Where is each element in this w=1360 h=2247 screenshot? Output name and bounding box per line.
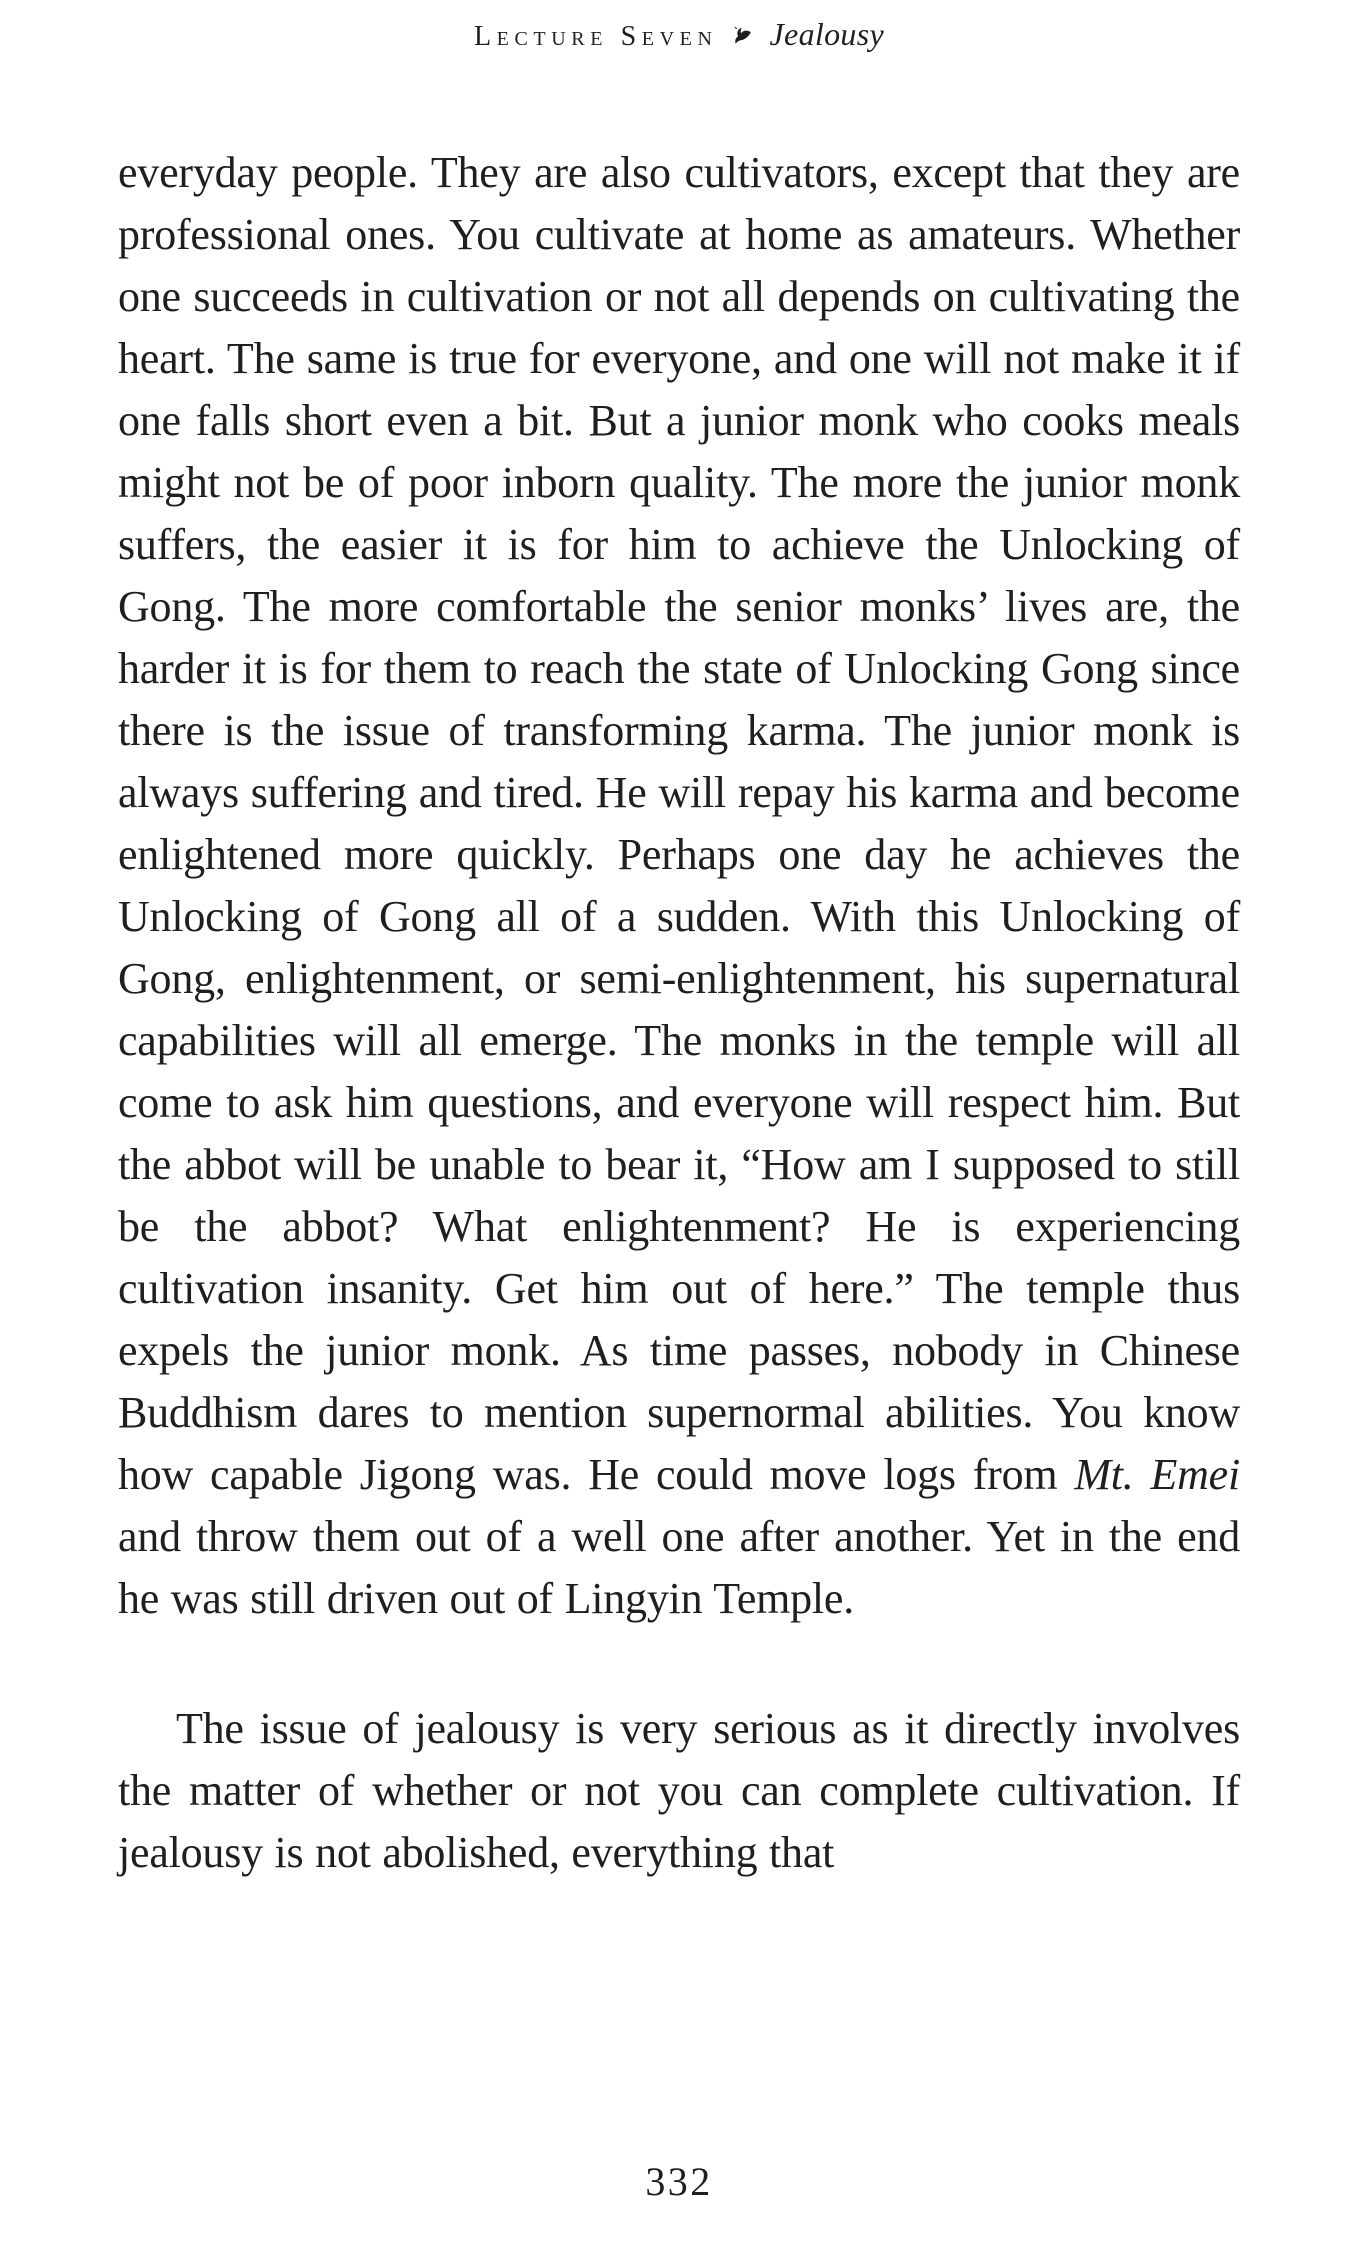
paragraph-1-italic-term: Mt. Emei [1074,1450,1240,1499]
running-head-chapter-title: Jealousy [769,16,885,52]
paragraph-2 [118,1698,1240,1884]
paragraph-1 [118,142,1240,1630]
paragraph-2-text: The issue of jealousy is very serious as it directly involves the matter of whether or not you can complete cultivation. If jealousy is not abolished, everything that [118,1704,1240,1877]
running-head-lecture-label: Lecture Seven [473,21,718,52]
hedera-fleuron-icon [728,24,754,48]
paragraph-1-text-continued: and throw them out of a well one after another. Yet in the end he was still driven out of Lingyin Temple. [118,1512,1240,1623]
page-footer [118,2158,1240,2205]
running-head [118,16,1240,53]
page-number: 332 [645,2159,713,2204]
paragraph-1-text: everyday people. They are also cultivators, except that they are professional ones. You cultivate at home as amateurs. Whether one succeeds in cultivation or not all depends on cultivating the heart. The same is true for everyone, and one will not make it if one falls short even a bit. But a junior monk who cooks meals might not be of poor inborn quality. The more the junior monk suffers, the easier it is for him to achieve the Unlocking of Gong. The more comfortable the senior monks’ lives are, the harder it is for them to reach the state of Unlocking Gong since there is the issue of transforming karma. The junior monk is always suffering and tired. He will repay his karma and become enlightened more quickly. Perhaps one day he achieves the Unlocking of Gong all of a sudden. With this Unlocking of Gong, enlightenment, or semi-enlightenment, his supernatural capabilities will all emerge. The monks in the temple will all come to ask him questions, and everyone will respect him. But the abbot will be unable to bear it, “How am I supposed to still be the abbot? What enlightenment? He is experiencing cultivation insanity. Get him out of here.” The temple thus expels the junior monk. As time passes, nobody in Chinese Buddhism dares to mention supernormal abilities. You know how capable Jigong was. He could move logs from [118,148,1240,1499]
page-body [118,142,1240,1884]
